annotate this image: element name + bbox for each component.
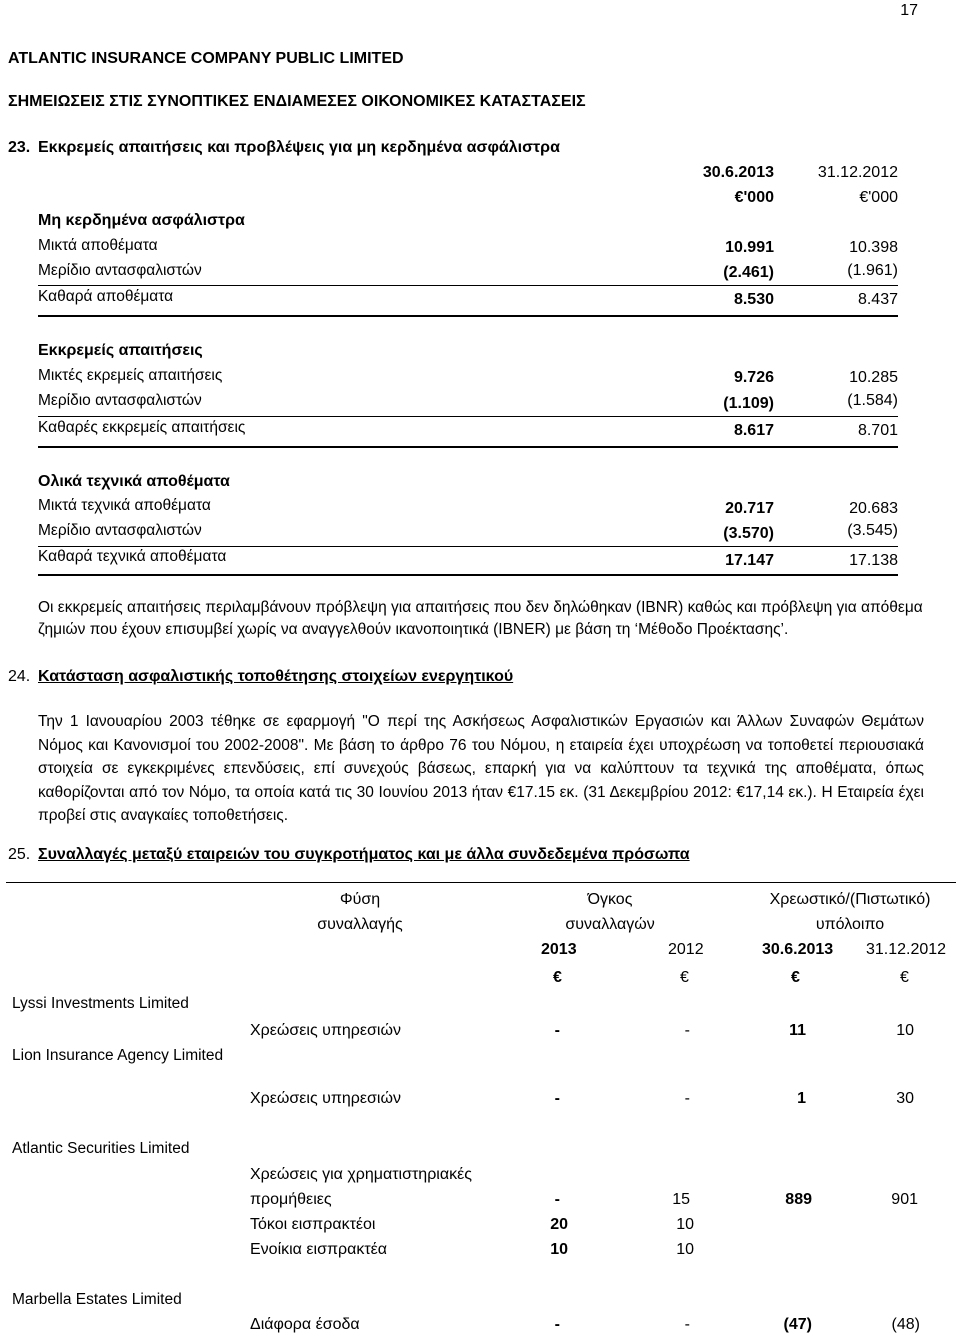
divider [38,285,898,286]
row-nature: Τόκοι εισπρακτέοι [250,1216,376,1233]
row-value-2: (3.545) [847,522,898,539]
row-bal-2: 30 [896,1090,914,1107]
currency-col-2: € [680,969,689,986]
row-nature: Διάφορα έσοδα [250,1316,360,1333]
row-vol-2012: - [684,1090,690,1107]
row-nature: Χρεώσεις υπηρεσιών [250,1022,401,1039]
row-nature: Ενοίκια εισπρακτέα [250,1241,388,1258]
table-top-rule [6,882,956,883]
total-value-1: 17.147 [725,552,774,569]
note-24-title: Κατάσταση ασφαλιστικής τοποθέτησης στοιχείων ενεργητικού [38,668,514,685]
row-vol-2013: 10 [550,1241,568,1258]
row-vol-2012: - [684,1022,690,1039]
header-balance-2: υπόλοιπο [815,916,885,933]
header-date-1: 30.6.2013 [762,941,834,958]
total-value-1: 8.530 [733,291,774,308]
col-unit-2: €'000 [859,189,898,206]
row-vol-2012: 10 [676,1241,694,1258]
note-23-number: 23. [8,139,31,156]
note-23-paragraph: Οι εκκρεμείς απαιτήσεις περιλαμβάνουν πρόβλεψη για απαιτήσεις που δεν δηλώθηκαν (IBNR) καθώς και πρόβλεψη για απόθεμα ζημιών που έχουν επισυμβεί χωρίς να αναγγελθούν ικανοποιητικά (IBNER) με βάση τη ‘Μέθοδο Προέκτασης’. [38,599,923,638]
note-25-title: Συναλλαγές μεταξύ εταιρειών του συγκροτήματος και με άλλα συνδεδεμένα πρόσωπα [38,846,690,863]
row-value-1: 10.991 [725,239,774,256]
page-number: 17 [900,2,918,19]
row-bal-2: (48) [891,1316,920,1333]
row-vol-2012: 15 [672,1191,690,1208]
header-nature-1: Φύση [339,891,381,908]
row-value-2: 20.683 [849,500,898,517]
row-vol-2012: 10 [676,1216,694,1233]
divider [38,416,898,417]
row-label: Μερίδιο αντασφαλιστών [38,392,202,409]
col-date-2: 31.12.2012 [817,164,898,181]
total-label: Καθαρές εκκρεμείς απαιτήσεις [38,419,246,436]
currency-col-4: € [900,969,909,986]
row-bal-1: 11 [789,1022,806,1039]
header-year-2013: 2013 [541,941,577,958]
header-balance-1: Χρεωστικό/(Πιστωτικό) [769,891,931,908]
total-label: Καθαρά αποθέματα [38,288,174,305]
note-24-number: 24. [8,668,31,685]
row-bal-2: 901 [891,1191,918,1208]
company-name-lion: Lion Insurance Agency Limited [12,1047,224,1064]
company-name: ATLANTIC INSURANCE COMPANY PUBLIC LIMITED [8,50,404,67]
row-vol-2013: - [554,1090,560,1107]
divider [38,546,898,547]
row-value-2: 10.398 [849,239,898,256]
row-bal-1: 1 [797,1090,806,1107]
col-date-1: 30.6.2013 [702,164,774,181]
divider [38,315,898,317]
company-name-atlantic-securities: Atlantic Securities Limited [12,1140,190,1157]
header-volume-2: συναλλαγών [565,916,655,933]
total-value-2: 17.138 [849,552,898,569]
header-year-2012: 2012 [668,941,704,958]
currency-col-1: € [553,969,562,986]
row-label: Μερίδιο αντασφαλιστών [38,262,202,279]
row-value-2: (1.584) [847,392,898,409]
row-value-1: (2.461) [723,264,774,281]
row-label: Μικτά αποθέματα [38,237,158,254]
row-nature: Χρεώσεις για χρηματιστηριακές [250,1166,472,1183]
divider [38,446,898,448]
total-value-2: 8.701 [857,422,898,439]
total-value-1: 8.617 [733,422,774,439]
total-label: Καθαρά τεχνικά αποθέματα [38,548,227,565]
row-value-1: (3.570) [723,525,774,542]
note-23-title: Εκκρεμείς απαιτήσεις και προβλέψεις για μη κερδημένα ασφάλιστρα [38,139,560,156]
note-25-number: 25. [8,846,31,863]
row-nature: Χρεώσεις υπηρεσιών [250,1090,401,1107]
currency-col-3: € [791,969,800,986]
header-volume-1: Όγκος [587,891,633,908]
divider [38,574,898,576]
row-bal-1: 889 [785,1191,812,1208]
row-value-2: 10.285 [849,369,898,386]
section-heading: Μη κερδημένα ασφάλιστρα [38,212,245,229]
row-value-2: (1.961) [847,262,898,279]
row-label: Μικτές εκρεμείς απαιτήσεις [38,367,223,384]
row-value-1: (1.109) [723,395,774,412]
header-date-2: 31.12.2012 [866,941,947,958]
row-vol-2013: - [554,1022,560,1039]
section-heading: Ολικά τεχνικά αποθέματα [38,473,230,490]
section-heading: Εκκρεμείς απαιτήσεις [38,342,203,359]
company-name-lyssi: Lyssi Investments Limited [12,995,189,1012]
row-bal-2: 10 [896,1022,914,1039]
header-nature-2: συναλλαγής [317,916,403,933]
row-value-1: 20.717 [725,500,774,517]
row-vol-2013: - [554,1316,560,1333]
row-vol-2012: - [684,1316,690,1333]
col-unit-1: €'000 [734,189,774,206]
row-value-1: 9.726 [733,369,774,386]
total-value-2: 8.437 [857,291,898,308]
row-vol-2013: 20 [550,1216,568,1233]
row-vol-2013: - [554,1191,560,1208]
row-bal-1: (47) [783,1316,812,1333]
note-24-paragraph: Την 1 Ιανουαρίου 2003 τέθηκε σε εφαρμογή "Ο περί της Ασκήσεως Ασφαλιστικών Εργασιών και Άλλων Συναφών Θεμάτων Νόμος και Κανονισμοί του 2002-2008". Με βάση το άρθρο 76 του Νόμου, η εταιρεία έχει υποχρέωση να τοποθετεί περιουσιακά στοιχεία σε εγκεκριμένες επενδύσεις, επί συνεχούς βάσεως, επαρκή για να καλύπτουν τα τεχνικά της αποθέματα, όπως καθορίζονται από τον Νόμο, τα οποία κατά τις 30 Ιουνίου 2013 ήταν €17.15 εκ. (31 Δεκεμβρίου 2012: €17,14 εκ.). Η Εταιρεία έχει προβεί στις αναγκαίες τοποθετήσεις. [38,713,924,824]
document-title: ΣΗΜΕΙΩΣΕΙΣ ΣΤΙΣ ΣΥΝΟΠΤΙΚΕΣ ΕΝΔΙΑΜΕΣΕΣ ΟΙΚΟΝΟΜΙΚΕΣ ΚΑΤΑΣΤΑΣΕΙΣ [8,93,586,110]
row-label: Μικτά τεχνικά αποθέματα [38,497,211,514]
row-label: Μερίδιο αντασφαλιστών [38,522,202,539]
row-nature-cont: προμήθειες [250,1191,332,1208]
company-name-marbella: Marbella Estates Limited [12,1291,182,1308]
